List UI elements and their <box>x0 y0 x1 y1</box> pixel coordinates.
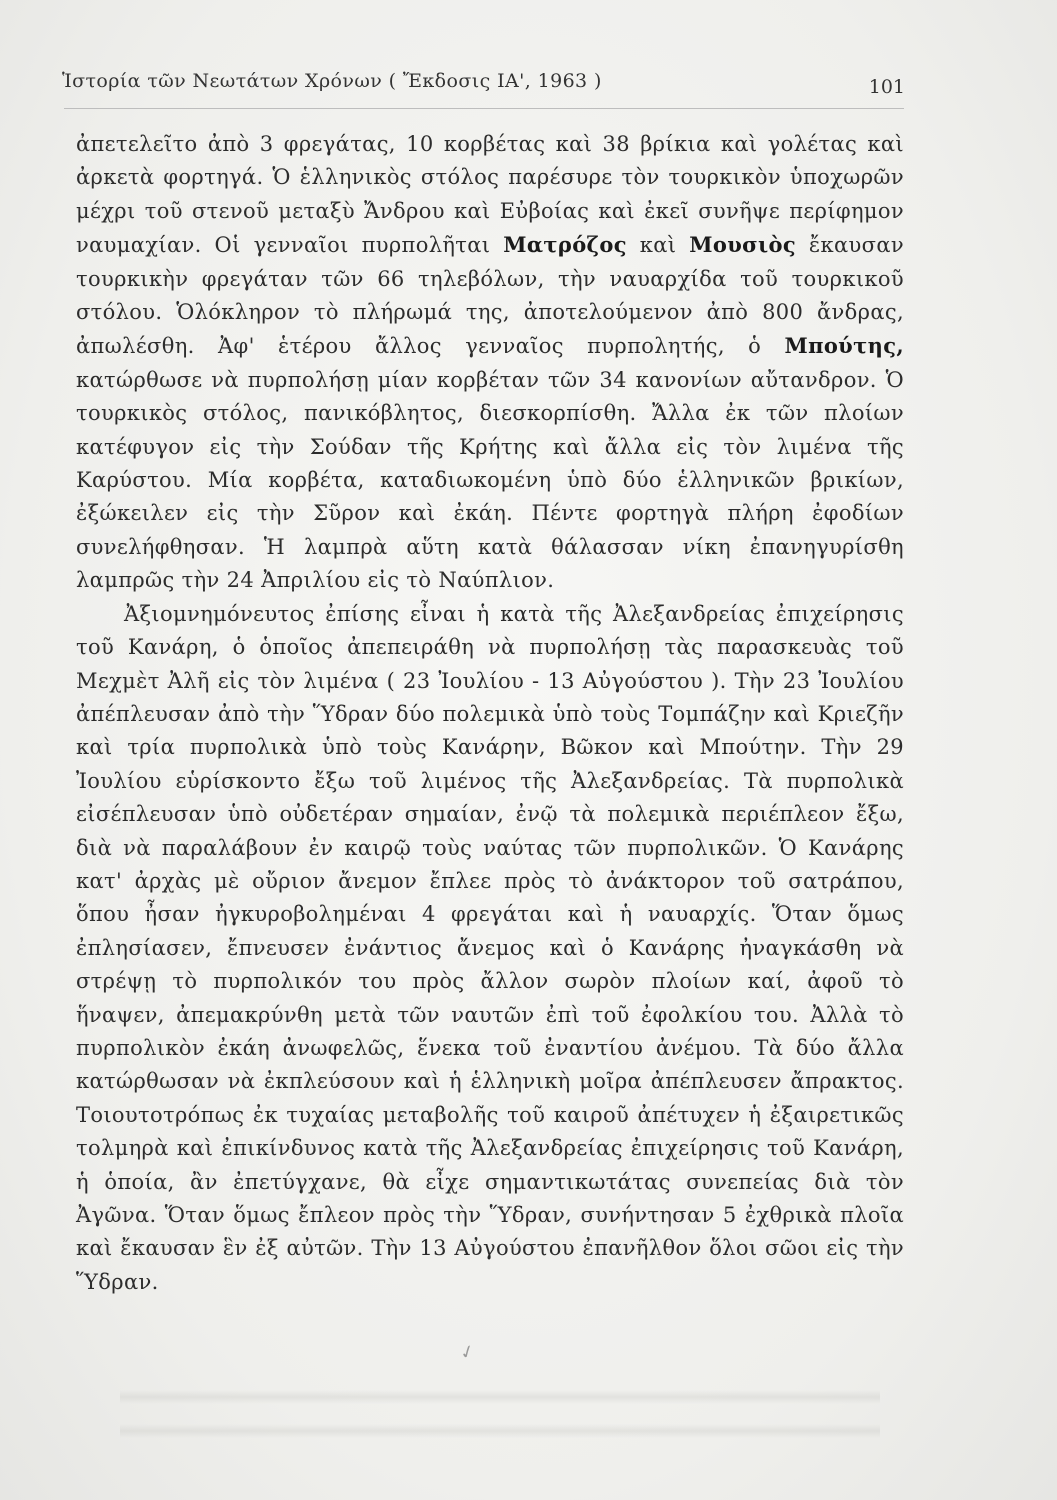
paragraph <box>76 128 904 598</box>
show-through-bleed <box>120 1390 880 1404</box>
name-mpoutis: Μπούτης, <box>784 333 904 359</box>
text-run: κατώρθωσε νὰ πυρπολήσῃ μίαν κορβέταν τῶν 34 κανονίων αὔτανδρον. Ὁ τουρκικὸς στόλος, πανικόβλητος, διεσκορπίσθη. Ἄλλα ἐκ τῶν πλοίων κατέφυγον εἰς τὴν Σούδαν τῆς Κρήτης καὶ ἄλλα εἰς τὸν λιμένα τῆς Καρύστου. Μία κορβέτα, καταδιωκομένη ὑπὸ δύο ἑλληνικῶν βρικίων, ἐξώκειλεν εἰς τὴν Σῦρον καὶ ἐκάη. Πέντε φορτηγὰ πλήρη ἐφοδίων συνελήφθησαν. Ἡ λαμπρὰ αὕτη κατὰ θάλασσαν νίκη ἐπανηγυρίσθη λαμπρῶς τὴν 24 Ἀπριλίου εἰς τὸ Ναύπλιον. <box>76 367 904 593</box>
name-matrozos: Ματρόζος <box>503 232 627 258</box>
header-rule <box>64 108 904 109</box>
pencil-check-mark: ✓ <box>456 1340 479 1365</box>
show-through-bleed <box>120 1424 880 1438</box>
text-run: ἀπετελεῖτο ἀπὸ 3 φρεγάτας, 10 κορβέτας καὶ 38 βρίκια καὶ γολέτας καὶ ἀρκετὰ φορτηγά. Ὁ ἑλληνικὸς στόλος παρέσυρε τὸν τουρκικὸν ὑποχωρῶν μέχρι τοῦ στενοῦ μεταξὺ Ἄνδρου καὶ Εὐβοίας καὶ ἐκεῖ συνῆψε περίφημον ναυμαχίαν. Οἱ γενναῖοι πυρπολῆται <box>76 132 904 258</box>
running-title: Ἱστορία τῶν Νεωτάτων Χρόνων ( Ἔκδοσις ΙΑ', 1963 ) <box>62 70 602 92</box>
text-run: ἔκαυσαν τουρκικὴν φρεγάταν τῶν 66 τηλεβόλων, τὴν ναυαρχίδα τοῦ τουρκικοῦ στόλου. Ὁλόκληρον τὸ πλήρωμά της, ἀποτελούμενον ἀπὸ 800 ἄνδρας, ἀπωλέσθη. Ἀφ' ἑτέρου ἄλλος γενναῖος πυρπολητής, ὁ <box>76 233 904 359</box>
name-mousios: Μουσιὸς <box>689 232 796 258</box>
text-run: καὶ <box>626 233 690 258</box>
page-number: 101 <box>868 76 905 98</box>
body-text <box>76 128 904 1299</box>
paragraph: Ἀξιομνημόνευτος ἐπίσης εἶναι ἡ κατὰ τῆς Ἀλεξανδρείας ἐπιχείρησις τοῦ Κανάρη, ὁ ὁποῖος ἀπεπειράθη νὰ πυρπολήσῃ τὰς παρασκευὰς τοῦ Μεχμὲτ Ἀλῆ εἰς τὸν λιμένα ( 23 Ἰουλίου - 13 Αὐγούστου ). Τὴν 23 Ἰουλίου ἀπέπλευσαν ἀπὸ τὴν Ὕδραν δύο πολεμικὰ ὑπὸ τοὺς Τομπάζην καὶ Κριεζῆν καὶ τρία πυρπολικὰ ὑπὸ τοὺς Κανάρην, Βῶκον καὶ Μπούτην. Τὴν 29 Ἰουλίου εὑρίσκοντο ἔξω τοῦ λιμένος τῆς Ἀλεξανδρείας. Τὰ πυρπολικὰ εἰσέπλευσαν ὑπὸ οὐδετέραν σημαίαν, ἐνῷ τὰ πολεμικὰ περιέπλεον ἔξω, διὰ νὰ παραλάβουν ἐν καιρῷ τοὺς ναύτας τῶν πυρπολικῶν. Ὁ Κανάρης κατ' ἀρχὰς μὲ οὔριον ἄνεμον ἔπλεε πρὸς τὸ ἀνάκτορον τοῦ σατράπου, ὅπου ἦσαν ἠγκυροβολημέναι 4 φρεγάται καὶ ἡ ναυαρχίς. Ὅταν ὅμως ἐπλησίασεν, ἔπνευσεν ἐνάντιος ἄνεμος καὶ ὁ Κανάρης ἠναγκάσθη νὰ στρέψῃ τὸ πυρπολικόν του πρὸς ἄλλον σωρὸν πλοίων καί, ἀφοῦ τὸ ἥναψεν, ἀπεμακρύνθη μετὰ τῶν ναυτῶν ἐπὶ τοῦ ἐφολκίου του. Ἀλλὰ τὸ πυρπολικὸν ἐκάη ἀνωφελῶς, ἕνεκα τοῦ ἐναντίου ἀνέμου. Τὰ δύο ἄλλα κατώρθωσαν νὰ ἐκπλεύσουν καὶ ἡ ἑλληνικὴ μοῖρα ἀπέπλευσεν ἄπρακτος. Τοιουτοτρόπως ἐκ τυχαίας μεταβολῆς τοῦ καιροῦ ἀπέτυχεν ἡ ἐξαιρετικῶς τολμηρὰ καὶ ἐπικίνδυνος κατὰ τῆς Ἀλεξανδρείας ἐπιχείρησις τοῦ Κανάρη, ἡ ὁποία, ἂν ἐπετύγχανε, θὰ εἶχε σημαντικωτάτας συνεπείας διὰ τὸν Ἀγῶνα. Ὅταν ὅμως ἔπλεον πρὸς τὴν Ὕδραν, συνήντησαν 5 ἐχθρικὰ πλοῖα καὶ ἔκαυσαν ἓν ἐξ αὐτῶν. Τὴν 13 Αὐγούστου ἐπανῆλθον ὅλοι σῶοι εἰς τὴν Ὕδραν. <box>76 601 904 1294</box>
